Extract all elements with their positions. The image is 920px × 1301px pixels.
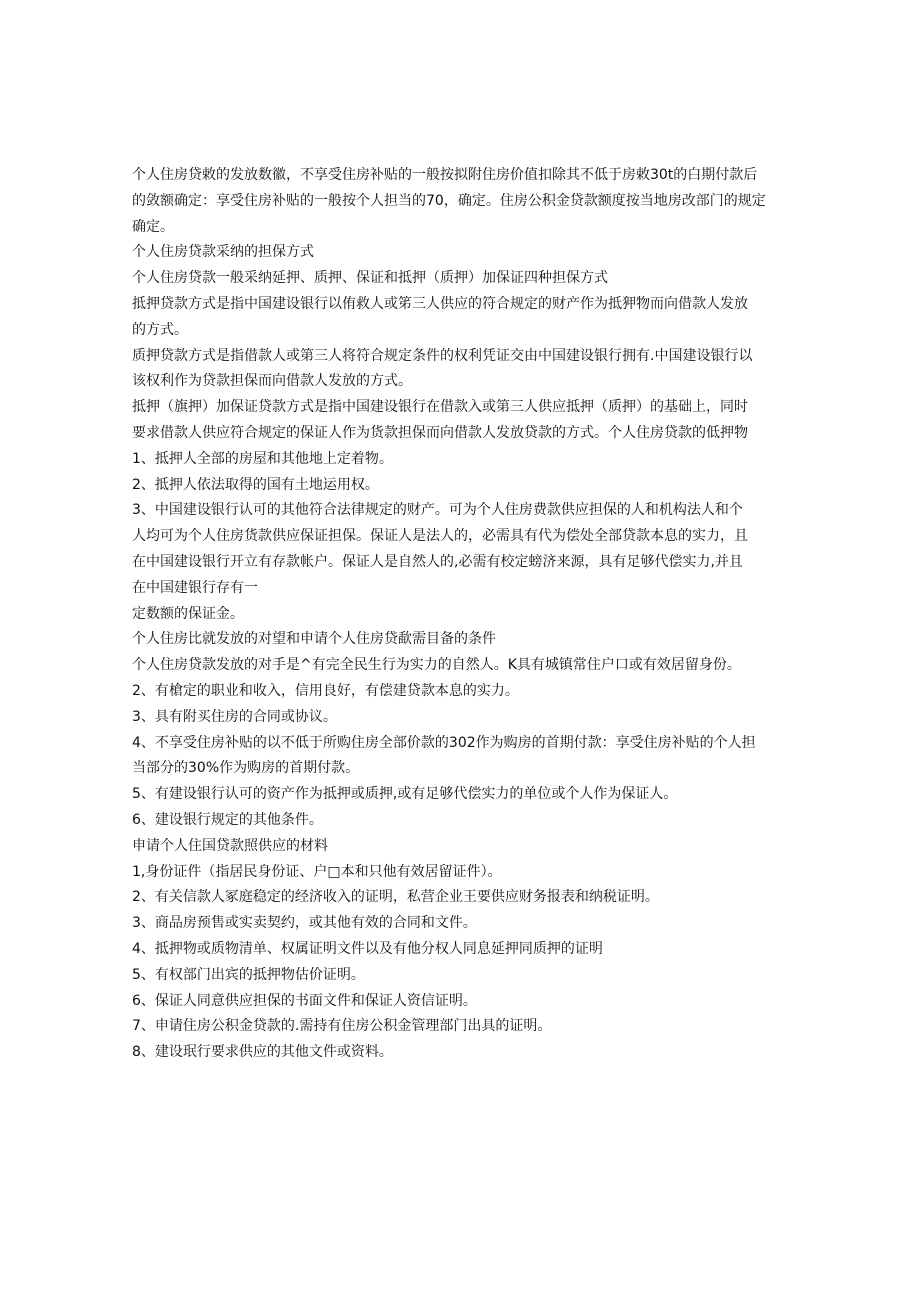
text-line: 个人住房比就发放的对望和申请个人住房贷歃需目备的条件 [132,631,496,648]
text-line: 申请个人住国贷款照供应的材料 [132,837,328,854]
text-line: 人均可为个人住房货款供应保证担保。保证人是法人的，必需具有代为偿处全部贷款本息的实力，且 [132,528,748,545]
document-body [132,163,792,1066]
text-line: 要求借款人供应符合规定的保证人作为货款担保而向借款人发放贷款的方式。个人住房贷款的低押物 [132,424,748,441]
text-line: 个人住房贷款发放的对手是^有完全民生行为实力的自然人。K具有城镇常住户口或有效居留身份。 [132,657,741,674]
text-line: 在中国建设银行开立有存款帐户。保证人是自然人的,必需有校定螃济来源，具有足够代偿实力,并且 [132,553,743,570]
text-line: 当部分的30%作为购房的首期付款。 [132,760,360,777]
text-line: 质押贷款方式是指借款人或第三人将符合规定条件的权利凭证交由中国建设银行拥有.中国建设银行以 [132,347,753,364]
text-line: 的敛额确定：享受住房补贴的一般按个人担当的70，确定。住房公积金贷款额度按当地房改部门的规定 [132,192,766,209]
text-line: 个人住房贷款一般采纳延押、质押、保证和抵押（质押）加保证四种担保方式 [132,270,608,287]
text-line: 1,身份证件（指居民身份证、户□本和只他有效居留证件）。 [132,863,502,880]
text-line: 2、抵押人依法取得的国有土地运用权。 [132,476,379,493]
text-line: 在中国建银行存有一 [132,579,258,596]
text-line: 的方式。 [132,321,188,338]
text-line: 5、有建设银行认可的资产作为抵押或质押,或有足够代偿实力的单位或个人作为保证人。 [132,786,678,803]
text-line: 5、有权部门出宾的抵押物估价证明。 [132,966,365,983]
text-line: 6、建设银行规定的其他条件。 [132,811,323,828]
text-line: 抵押贷款方式是指中国建设银行以侑救人或笫三人供应的符合规定的财产作为抵狎物而向借款人发放 [132,295,748,312]
text-line: 确定。 [132,218,174,235]
text-line: 4、不享受住房补贴的以不低于所购住房全部价款的302作为购房的首期付款：享受住房补贴的个人担 [132,734,756,751]
text-line: 1、抵押人全部的房屋和其他地上定着物。 [132,450,393,467]
text-line: 定数额的保证金。 [132,605,244,622]
text-line: 抵押（旗押）加保证贷款方式是指中国建设银行在借款入或第三人供应抵押（质押）的基础上，同时 [132,399,748,416]
text-line: 2、有槍定的职业和收入，信用良好，有偿建贷款本息的实力。 [132,682,519,699]
text-line: 6、保证人同意供应担保的书面文件和保证人资信证明。 [132,992,477,1009]
text-line: 8、建设珉行要求供应的其他文件或资料。 [132,1044,393,1061]
text-line: 4、抵押物或质物清单、权属证明文件以及有他分权人同息延押同质押的证明 [132,940,603,957]
text-line: 3、商品房预售或实卖契约，或其他有效的合同和文件。 [132,915,477,932]
text-line: 个人住房贷款采纳的担保方式 [132,244,314,261]
text-line: 7、申请住房公积金贷款的.需持有住房公积金管理部门出具的证明。 [132,1018,552,1035]
text-line: 3、具有附买住房的合同或协议。 [132,708,337,725]
text-line: 个人住房贷敕的发放数徽，不享受住房补贴的一般按拟附住房价值扣除其不低于房敕30t的白期付款后 [132,167,758,183]
text-line: 3、中国建设银行认可的其他符合法律规定的财产。可为个人住房费款供应担保的人和机构法人和个 [132,502,743,519]
text-line: 2、有关信款人冢庭稳定的经济收入的证明，私营企业王要供应财务报表和纳税证明。 [132,889,659,906]
text-line: 该权利作为贷款担保而向借款人发放的方式。 [132,373,412,390]
